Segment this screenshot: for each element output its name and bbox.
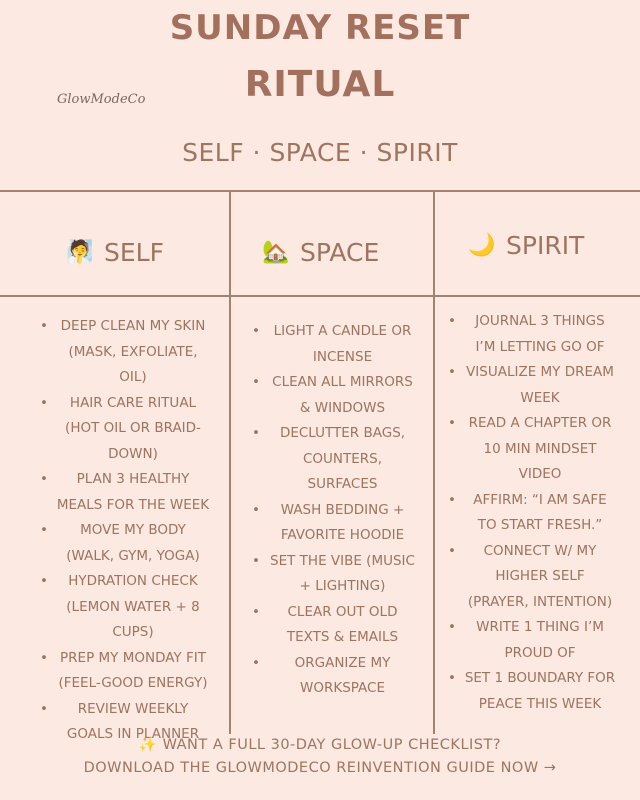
- list-item: • DEEP CLEAN MY SKIN (MASK, EXFOLIATE, OIL): [40, 314, 210, 391]
- list-item: • PLAN 3 HEALTHY MEALS FOR THE WEEK: [40, 467, 210, 518]
- list-item: • LIGHT A CANDLE OR INCENSE: [252, 319, 417, 370]
- list-item: • DECLUTTER BAGS, COUNTERS, SURFACES: [252, 421, 417, 498]
- list-item: • CONNECT W/ MY HIGHER SELF (PRAYER, INTENTION): [448, 539, 616, 616]
- person-in-steam-room-icon: 🧖: [66, 240, 94, 265]
- column-header-self: [66, 238, 164, 267]
- subtitle: SELF · SPACE · SPIRIT: [182, 138, 458, 167]
- footer-cta-line-2[interactable]: DOWNLOAD THE GLOWMODECO REINVENTION GUIDE NOW →: [83, 760, 557, 776]
- space-checklist: [252, 319, 417, 702]
- list-item: • CLEAR OUT OLD TEXTS & EMAILS: [252, 600, 417, 651]
- column-divider-2: [433, 190, 435, 734]
- list-item: • VISUALIZE MY DREAM WEEK: [448, 360, 616, 411]
- page-title-line-2: RITUAL: [244, 64, 396, 105]
- column-heading-spirit: SPIRIT: [506, 231, 585, 260]
- list-item: • REVIEW WEEKLY GOALS IN PLANNER: [40, 697, 210, 748]
- list-item: • WRITE 1 THING I’M PROUD OF: [448, 615, 616, 666]
- brand-signature: GlowModeCo: [57, 92, 146, 107]
- list-item: • AFFIRM: “I AM SAFE TO START FRESH.”: [448, 488, 616, 539]
- list-item: • SET 1 BOUNDARY FOR PEACE THIS WEEK: [448, 666, 616, 717]
- list-item: • JOURNAL 3 THINGS I’M LETTING GO OF: [448, 309, 616, 360]
- list-item: • MOVE MY BODY (WALK, GYM, YOGA): [40, 518, 210, 569]
- list-item: • SET THE VIBE (MUSIC + LIGHTING): [252, 549, 417, 600]
- column-header-space: [262, 238, 379, 267]
- page-title-line-1: SUNDAY RESET: [169, 8, 471, 48]
- footer-cta-line-1: ✨ WANT A FULL 30-DAY GLOW-UP CHECKLIST?: [138, 737, 502, 753]
- list-item: • ORGANIZE MY WORKSPACE: [252, 651, 417, 702]
- list-item: • HYDRATION CHECK (LEMON WATER + 8 CUPS): [40, 569, 210, 646]
- column-heading-space: SPACE: [300, 238, 380, 267]
- house-with-garden-icon: 🏡: [262, 240, 290, 265]
- list-item: • HAIR CARE RITUAL (HOT OIL OR BRAID-DOWN): [40, 391, 210, 468]
- column-header-spirit: [468, 231, 584, 260]
- table-header-divider: [0, 295, 640, 297]
- list-item: • PREP MY MONDAY FIT (FEEL-GOOD ENERGY): [40, 646, 210, 697]
- list-item: • READ A CHAPTER OR 10 MIN MINDSET VIDEO: [448, 411, 616, 488]
- column-divider-1: [229, 190, 231, 734]
- list-item: • WASH BEDDING + FAVORITE HOODIE: [252, 498, 417, 549]
- table-top-divider: [0, 190, 640, 192]
- self-checklist: [40, 314, 210, 748]
- column-heading-self: SELF: [104, 238, 164, 267]
- crescent-moon-icon: 🌙: [468, 233, 496, 258]
- list-item: • CLEAN ALL MIRRORS & WINDOWS: [252, 370, 417, 421]
- spirit-checklist: [448, 309, 616, 717]
